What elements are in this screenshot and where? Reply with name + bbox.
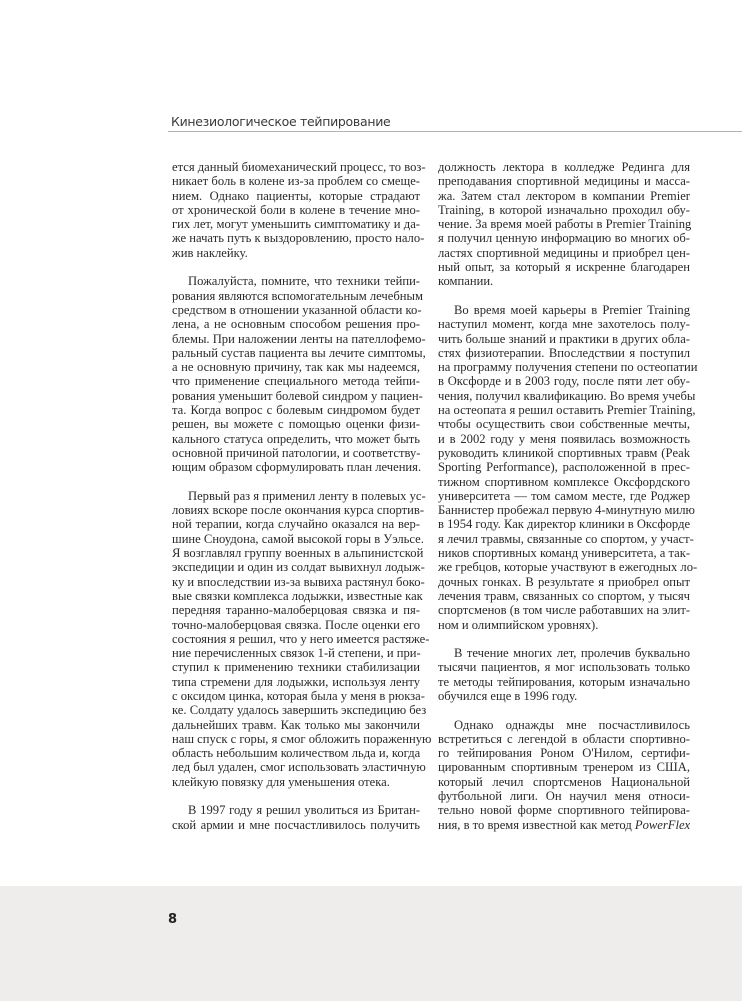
text-line: ке. Солдату удалось завершить экспедицию без	[172, 703, 427, 718]
text-line: В 1997 году я решил уволиться из Британ-	[188, 803, 420, 818]
text-line: университета — том самом месте, где Роджер	[438, 488, 690, 503]
text-line: чтобы осуществить свои собственные мечты,	[438, 417, 690, 432]
text-line: тельно новой формe спортивного тейпирова-	[438, 803, 690, 818]
text-line: ющим образом сформулировать план лечения.	[172, 460, 422, 475]
text-line: чить больше знаний и практики в других обла-	[438, 331, 690, 346]
text-line: преподавания спортивной медицины и масса-	[438, 174, 690, 189]
text-line: жив наклейку.	[172, 245, 248, 260]
text-line: на программу получения степени по остеопатии	[438, 360, 698, 375]
text-line: Баннистер пробежал первую 4-минутную милю	[438, 503, 695, 518]
method-name-italic: PowerFlex	[634, 817, 691, 832]
text-line: ральный сустав пациента вы лечите симптомы,	[172, 345, 426, 360]
text-line: ластях спортивной медицины и приобрел цен-	[438, 245, 690, 260]
left-column	[172, 160, 432, 846]
text-line: Sporting Performance), расположенной в прес-	[438, 460, 690, 475]
text-line: блемы. При наложении ленты на пателлофемо-	[172, 331, 426, 346]
text-line: в Оксфорде и в 2003 году, после пяти лет обу-	[438, 374, 690, 389]
text-line: решен, вы можете с помощью оценки физи-	[172, 417, 420, 432]
text-line: ный опыт, за который я искренне благодарен	[438, 260, 690, 275]
text-line: я получил ценную информацию во многих об-	[438, 231, 690, 246]
text-segment: ния, в то время известной как метод	[438, 817, 635, 832]
text-line: спортсменов (в том числе работавших на элит-	[438, 603, 691, 618]
header-rule	[168, 131, 742, 132]
text-line: клейкую повязку для уменьшения отека.	[172, 774, 390, 789]
text-line: область небольшим количеством льда и, когда	[172, 746, 421, 761]
page-number: 8	[168, 912, 178, 927]
text-line: те методы тейпирования, которым изначально	[438, 674, 690, 689]
text-line: лед был удален, смог использовать эластичную	[172, 760, 426, 775]
text-line: го тейпирования Роном О'Нилом, сертифи-	[438, 746, 690, 761]
text-line: компании.	[438, 274, 494, 289]
text-line: ется данный биомеханический процесс, то воз-	[172, 160, 426, 174]
text-line: ников спортивных команд университета, а так-	[438, 546, 691, 561]
text-line: наступил момент, когда мне захотелось полу-	[438, 317, 690, 332]
text-line: с оксидом цинка, которая была у меня в рюкза-	[172, 688, 425, 703]
text-line: Однако однажды мне посчастливилось	[454, 717, 690, 732]
text-line: нием. Однако пациенты, которые страдают	[172, 188, 420, 203]
text-line: ной терапии, когда случайно оказался на вер-	[172, 517, 420, 532]
text-line: шине Сноудона, самой высокой горы в Уэльсе.	[172, 531, 424, 546]
text-line: который лечил спортсменов Национальной	[438, 774, 690, 789]
text-line: Training, в которой изначально проходил обу-	[438, 202, 690, 217]
text-line: тижном спортивном комплексе Оксфордского	[438, 474, 690, 489]
text-line: состояния я решил, что у него имеется растяже-	[172, 631, 430, 646]
text-line: дальнейших травм. Как только мы закончили	[172, 717, 420, 732]
text-line: в 1954 году. Как директор клиники в Оксфорде	[438, 517, 691, 532]
footer-band	[0, 886, 742, 1001]
paragraph	[438, 160, 690, 289]
text-line: точно-малоберцовая связка. После оценки его	[172, 617, 420, 632]
text-line: лена, а не основным способом решения про-	[172, 317, 420, 332]
text-line: В течение многих лет, пролечив буквально	[454, 646, 690, 661]
text-line: ку и впоследствии из-за вывиха растянул боко-	[172, 574, 425, 589]
text-line: гих лет, могут уменьшить симптоматику и да-	[172, 217, 420, 232]
text-line: ской армии и мне посчастливилось получить	[172, 817, 420, 832]
text-line: Во время моей карьеры в Premier Training	[454, 302, 690, 317]
text-line: ловиях вскоре после окончания курса спортив-	[172, 503, 425, 518]
text-line: чения, получил квалификацию. Во время учебы	[438, 388, 696, 403]
text-line: же начать путь к выздоровлению, просто нало-	[172, 231, 425, 246]
text-line: средством в отношении указанной области ко-	[172, 302, 422, 317]
text-line: рования уменьшит болевой синдром у пациен-	[172, 388, 423, 403]
paragraph	[172, 488, 432, 789]
text-line: дочных гонках. В результате я приобрел опыт	[438, 574, 690, 589]
text-line: стях физиотерапии. Впоследствии я поступил	[438, 345, 690, 360]
text-line: лечения травм, связанных со спортом, у тысяч	[438, 588, 690, 603]
text-line: Первый раз я применил ленту в полевых ус-	[188, 488, 426, 503]
text-line: Я возглавлял группу военных в альпинистской	[172, 546, 424, 561]
text-line: и в 2002 году у меня появилась возможность	[438, 431, 690, 446]
right-column	[438, 160, 698, 846]
text-line: футбольной лиги. Он научил меня относи-	[438, 789, 690, 804]
text-line: передняя таранно-малоберцовая связка и пя-	[172, 603, 420, 618]
text-line: руководить клиникой спортивных травм (Peak	[438, 445, 690, 460]
text-line: наш спуск с горы, я смог обложить пораженную	[172, 731, 432, 746]
text-line: на остеопата я решил оставить Premier Training,	[438, 403, 696, 418]
text-line: основной причиной патологии, и соответству-	[172, 445, 421, 460]
text-line: кального статуса определить, что может быть	[172, 431, 420, 446]
text-line: чение. За время моей работы в Premier Training	[438, 217, 692, 232]
text-line: что применение специального метода тейпи-	[172, 374, 420, 389]
text-line: ном и олимпийском уровнях).	[438, 617, 599, 632]
text-line: рования являются вспомогательным лечебным	[172, 288, 423, 303]
text-line: же гребцов, которые участвуют в ежегодных ло-	[438, 560, 698, 575]
text-line: Пожалуйста, помните, что техники тейпи-	[188, 274, 420, 289]
paragraph	[172, 160, 426, 260]
paragraph	[438, 302, 698, 632]
text-line: ступил к применению техники стабилизации	[172, 660, 420, 675]
text-line: экспедиции и один из солдат вывихнул лодыж-	[172, 560, 425, 575]
text-line: типа стремени для лодыжки, используя ленту	[172, 674, 420, 689]
text-line: ние перечисленных связок 1-й степени, и при-	[172, 646, 421, 661]
text-line: а не основную причину, так как мы надеемся,	[172, 360, 420, 375]
text-line: встретиться с легендой в области спортивно-	[438, 731, 690, 746]
paragraph	[172, 274, 426, 475]
paragraph	[438, 718, 690, 832]
text-line: должность лектора в колледже Рединга для	[438, 160, 690, 174]
paragraph	[438, 646, 690, 703]
text-line: вые связки комплекса лодыжки, известные как	[172, 588, 423, 603]
text-line: я лечил травмы, связанные со спортом, у участ-	[438, 531, 694, 546]
text-line: от хронической боли в колене в течение мно-	[172, 202, 420, 217]
text-line: никает боль в колене из-за проблем со смеще-	[172, 174, 420, 189]
text-line: та. Когда вопрос с болевым синдромом будет	[172, 403, 420, 418]
text-line: цированным спортивным тренером из США,	[438, 760, 690, 775]
text-line: жа. Затем стал лектором в компании Premier	[438, 188, 690, 203]
text-line: обучился еще в 1996 году.	[438, 688, 578, 703]
text-line: тысячи пациентов, я мог использовать только	[438, 660, 690, 675]
paragraph	[172, 803, 420, 832]
running-title: Кинезиологическое тейпирование	[171, 114, 391, 129]
text-line	[438, 818, 690, 832]
